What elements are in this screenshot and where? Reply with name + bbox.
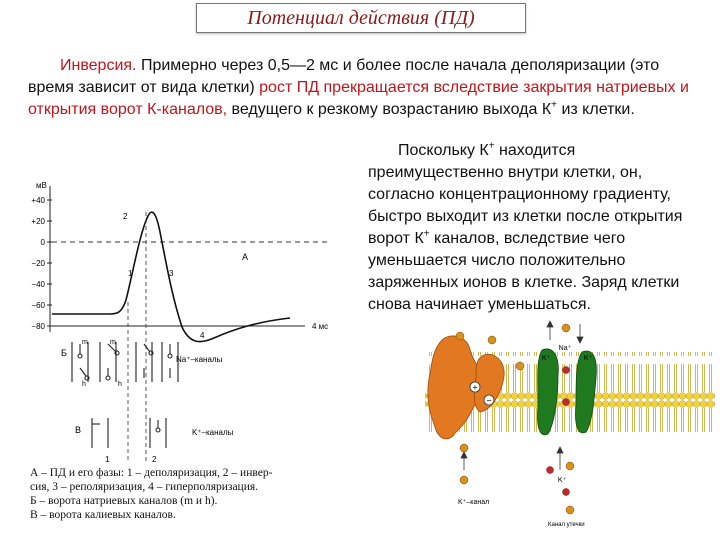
caption-line-4: В – ворота калиевых каналов. — [30, 509, 176, 521]
x-axis-unit: 4 мс — [312, 322, 329, 331]
k-channels-label: K⁺–каналы — [192, 428, 234, 437]
para2-text-3: каналов, вследствие чего уменьшается число положительно заряженных ионов в клетке. Заряд клетки снова начинает уменьшаться. — [368, 230, 680, 313]
tick-p40: +40 — [31, 196, 45, 205]
page-title: Потенциал действия (ПД) — [247, 6, 475, 29]
membrane-illustration — [420, 320, 720, 538]
k-channel-caption: K⁺–канал — [458, 499, 490, 506]
gate-m-1: m — [82, 339, 88, 346]
label-a: А — [242, 252, 249, 262]
ion-label-k2: K⁺ — [583, 355, 593, 362]
gate-h-2: h — [118, 381, 122, 388]
na-channels-label: Na⁺–каналы — [176, 355, 223, 364]
phase-label-1: 1 — [128, 269, 133, 278]
gate-m-2: m — [110, 339, 116, 346]
para2-text-1: Поскольку К — [398, 142, 489, 159]
para1-text-1: Примерно через 0,5—2 мс и более после начала деполяризации (это время зависит от вида клетки) — [28, 57, 660, 96]
tick-p20: +20 — [31, 217, 45, 226]
tick-m60: −60 — [31, 301, 45, 310]
para1-sup: + — [551, 99, 558, 111]
para1-text-2: ведущего к резкому возрастанию выхода К — [227, 101, 552, 118]
gate-plus: + — [472, 382, 478, 393]
potassium-paragraph — [368, 140, 710, 316]
figure-caption — [30, 466, 330, 522]
inversion-term: Инверсия. — [60, 57, 137, 74]
phase-label-4: 4 — [200, 331, 205, 340]
gate-h-1: h — [82, 381, 86, 388]
tick-0: 0 — [40, 238, 45, 247]
phase-label-3: 3 — [169, 269, 174, 278]
k-gate-num-2: 2 — [152, 455, 157, 464]
y-axis-unit: мВ — [36, 181, 47, 190]
y-ticks — [31, 196, 52, 331]
para1-highlight: рост ПД прекращается вследствие закрытия натриевых и открытия ворот К-каналов, — [28, 79, 689, 118]
label-v: В — [75, 425, 82, 435]
para1-text-3: из клетки. — [557, 101, 635, 118]
tick-m40: −40 — [31, 280, 45, 289]
title-box — [196, 3, 526, 33]
na-channel-gates — [72, 342, 178, 382]
ion-label-na: Na⁺ — [558, 345, 572, 352]
gate-minus: − — [486, 395, 492, 406]
k-channel-gates — [92, 418, 166, 448]
label-b: Б — [61, 348, 67, 358]
inversion-paragraph — [28, 55, 708, 121]
para2-sup-2: + — [423, 228, 430, 240]
phase-label-2: 2 — [123, 212, 128, 221]
ion-label-k1: K⁺ — [541, 355, 551, 362]
ion-label-k3: K⁺ — [557, 477, 567, 484]
caption-line-1: А – ПД и его фазы: 1 – деполяризация, 2 – инвер- — [30, 467, 273, 479]
caption-line-2: сия, 3 – реполяризация, 4 – гиперполяризация. — [30, 481, 259, 493]
tick-m20: −20 — [31, 259, 45, 268]
k-gate-num-1: 1 — [105, 455, 110, 464]
para2-text-2: находится преимущественно внутри клетки, он, согласно концентрационному градиенту, быстро выходит из клетки после открытия ворот К — [368, 142, 683, 247]
tick-m80: −80 — [31, 322, 45, 331]
para2-sup-1: + — [488, 140, 495, 152]
leak-channel-caption: Канал утечки — [548, 522, 585, 528]
action-potential-figure — [0, 172, 345, 467]
caption-line-3: Б – ворота натриевых каналов (m и h). — [30, 495, 218, 507]
